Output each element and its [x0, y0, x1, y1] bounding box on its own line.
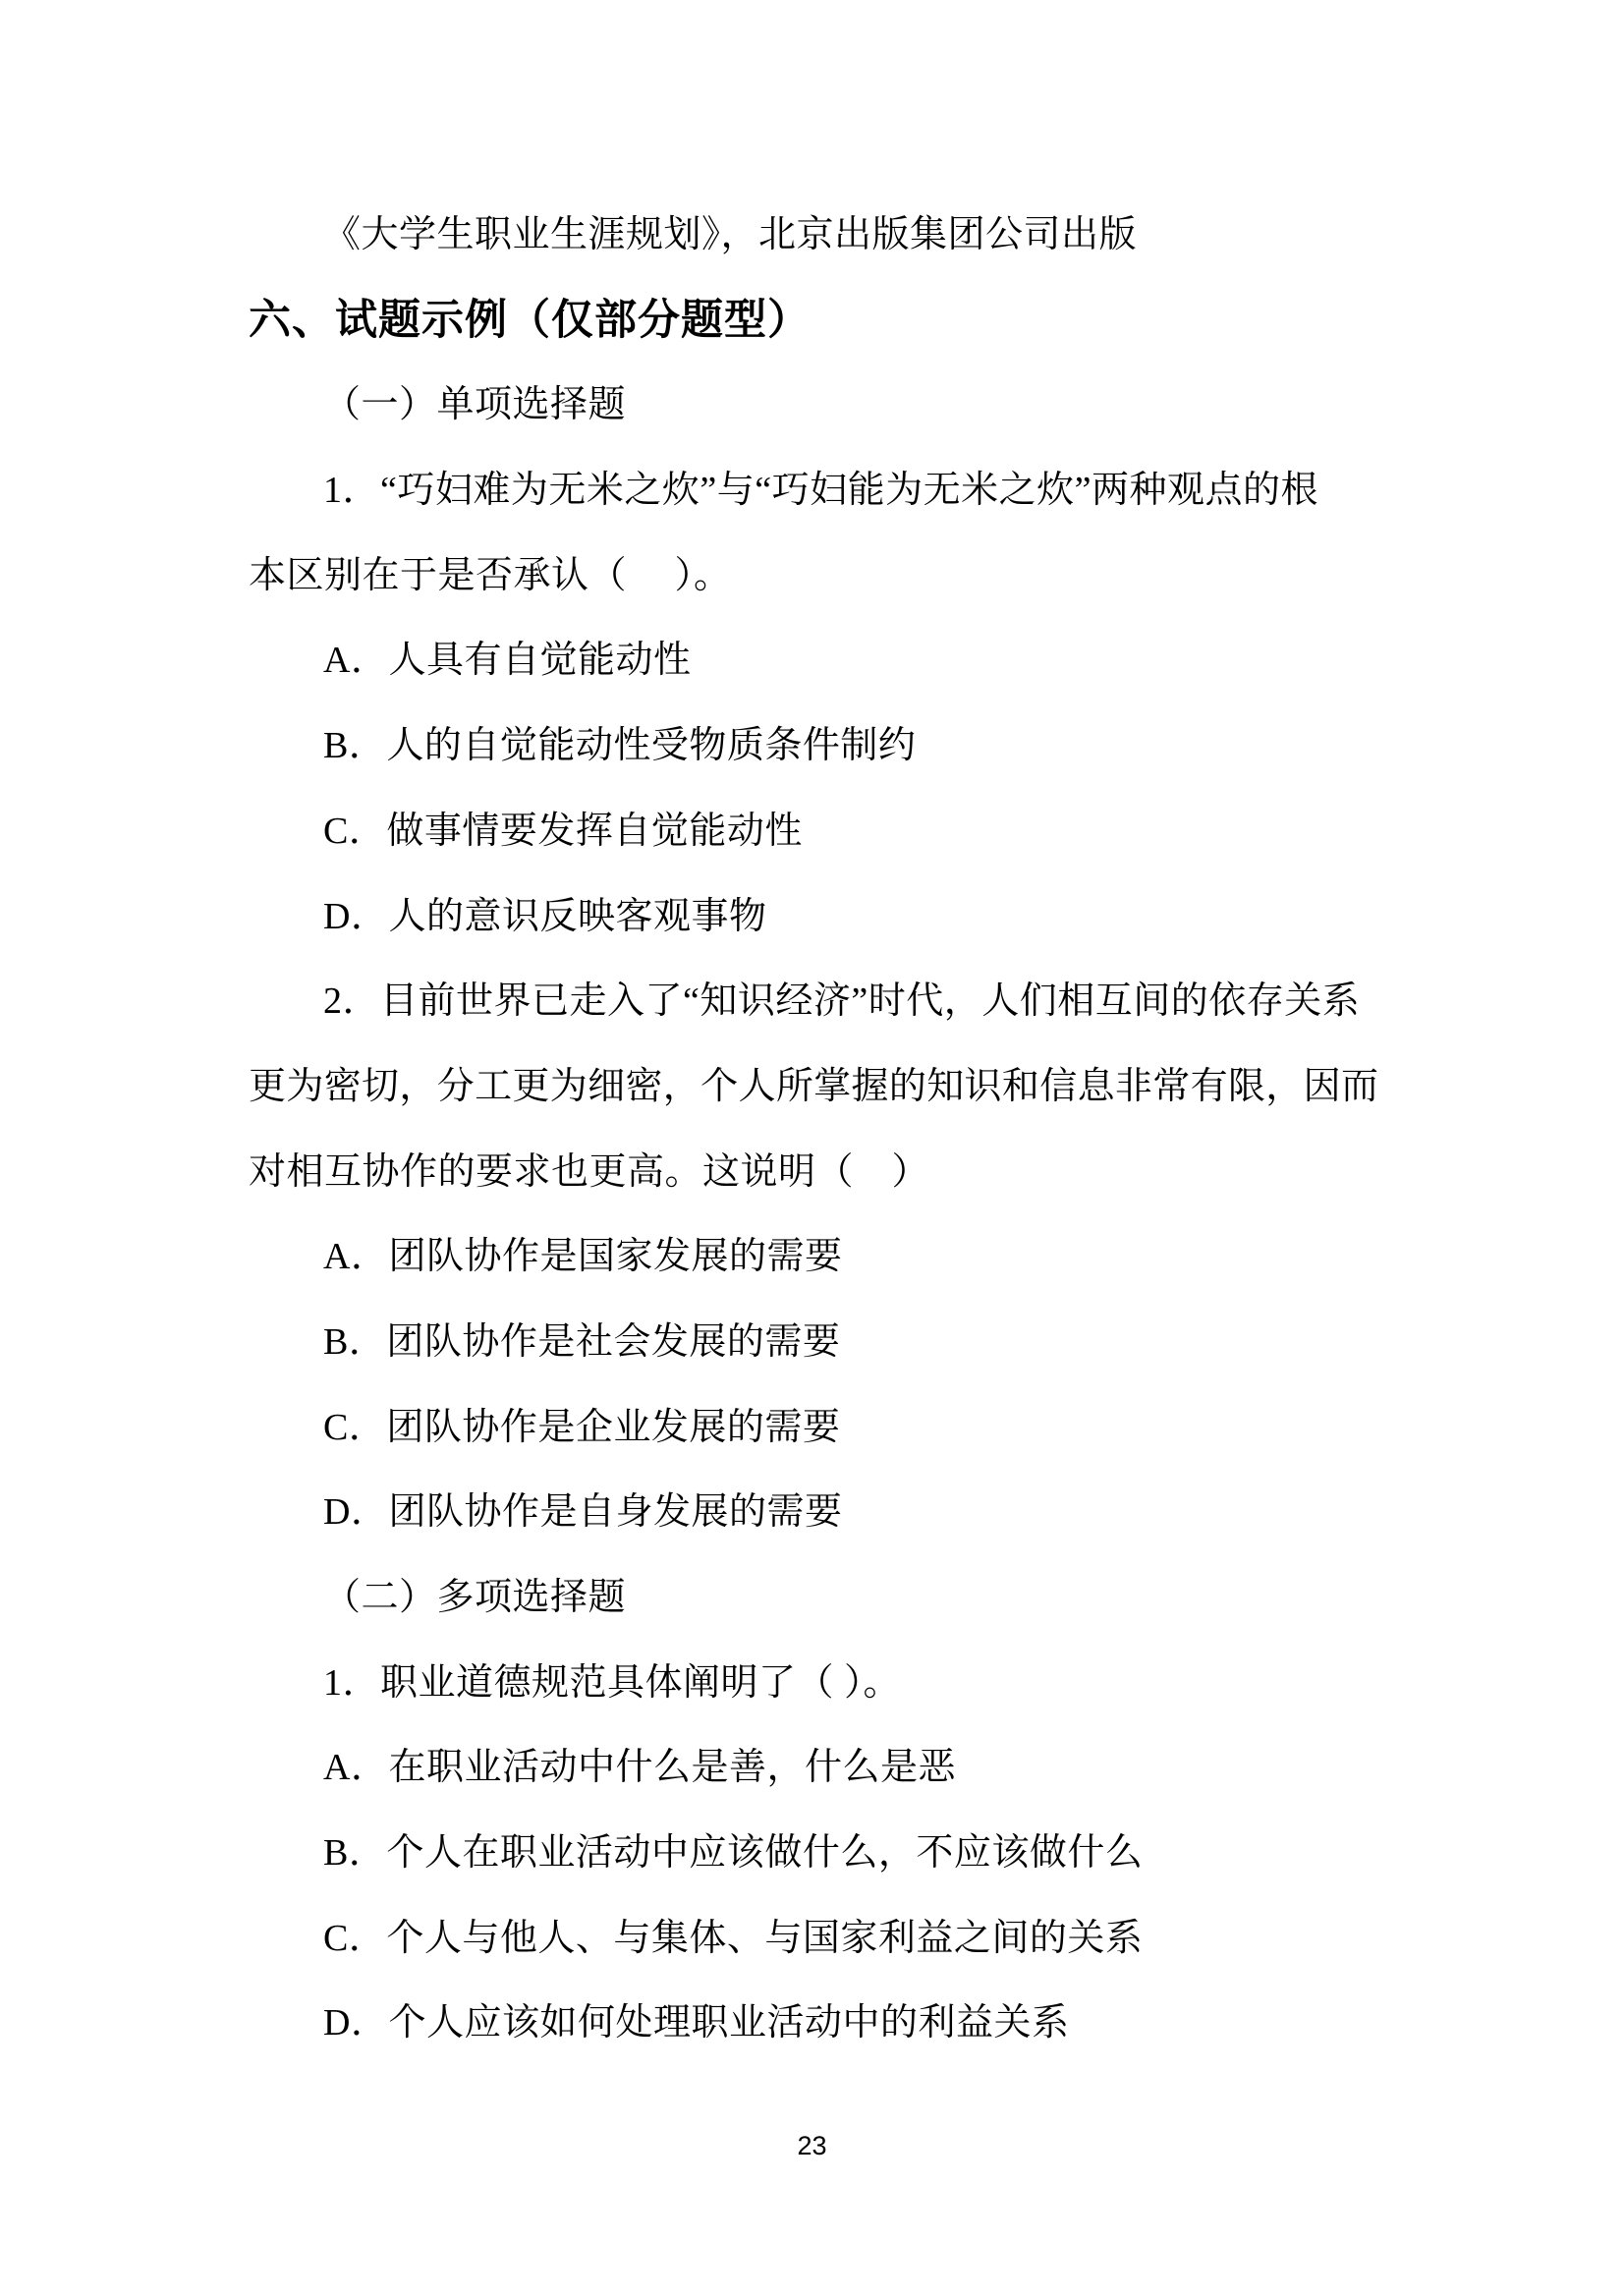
part2-q1-option-c: C．个人与他人、与集体、与国家利益之间的关系	[323, 1917, 1144, 1959]
page-number: 23	[797, 2131, 827, 2160]
part1-q1-option-d: D．人的意识反映客观事物	[323, 895, 767, 937]
part1-q2-option-c: C．团队协作是企业发展的需要	[323, 1406, 841, 1448]
part1-q2-option-a: A．团队协作是国家发展的需要	[323, 1236, 843, 1278]
part1-q1-option-a: A．人具有自觉能动性	[323, 640, 692, 682]
part2-q1-option-a: A．在职业活动中什么是善，什么是恶	[323, 1747, 956, 1789]
part2-title: （二）多项选择题	[323, 1577, 627, 1618]
part1-q1-option-b: B．人的自觉能动性受物质条件制约	[323, 725, 917, 767]
part2-q1-line-1: 1．职业道德规范具体阐明了（ ）。	[323, 1661, 902, 1704]
document-body	[249, 193, 1378, 2066]
part1-title: （一）单项选择题	[323, 384, 627, 426]
part1-q2-line-2: 更为密切，分工更为细密，个人所掌握的知识和信息非常有限，因而	[249, 1065, 1378, 1107]
part1-q2-option-d: D．团队协作是自身发展的需要	[323, 1491, 843, 1534]
part2-q1-option-b: B．个人在职业活动中应该做什么，不应该做什么	[323, 1832, 1144, 1875]
part1-q1-line-1: 1．“巧妇难为无米之炊”与“巧妇能为无米之炊”两种观点的根	[323, 470, 1318, 512]
part1-q2-option-b: B．团队协作是社会发展的需要	[323, 1320, 841, 1363]
part2-q1-option-d: D．个人应该如何处理职业活动中的利益关系	[323, 2002, 1070, 2044]
part1-q2-line-3: 对相互协作的要求也更高。这说明（ ）	[249, 1150, 930, 1193]
reference-line: 《大学生职业生涯规划》，北京出版集团公司出版	[323, 214, 1138, 255]
section-heading: 六、试题示例（仅部分题型）	[249, 296, 811, 344]
part1-q1-line-2: 本区别在于是否承认（ ）。	[249, 554, 732, 596]
part1-q1-option-c: C．做事情要发挥自觉能动性	[323, 810, 803, 852]
part1-q2-line-1: 2．目前世界已走入了“知识经济”时代，人们相互间的依存关系	[323, 980, 1361, 1023]
